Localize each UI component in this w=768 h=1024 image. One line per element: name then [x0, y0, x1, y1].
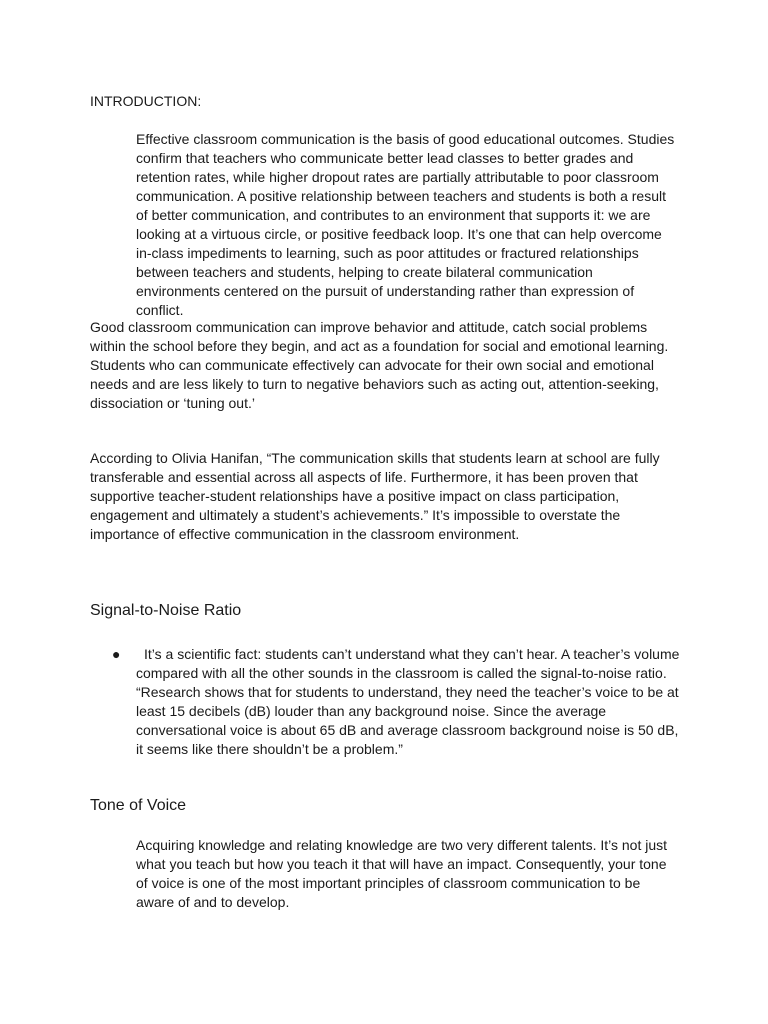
bullet-item-signal-to-noise: It’s a scientific fact: students can’t understand what they can’t hear. A teacher’s volume compared with all the other sounds in the classroom is called the signal-to-noise ratio. “Research shows that for students to understand, they need the teacher’s voice to be at least 15 decibels (dB) louder than any background noise. Since the average conversational voice is about 65 dB and average classroom background noise is 50 dB, it seems like there shouldn’t be a problem.” [136, 646, 680, 757]
bullet-icon: ● [112, 646, 121, 662]
intro-paragraph: Effective classroom communication is the basis of good educational outcomes. Studies confirm that teachers who communicate better lead classes to better grades and retention rates, while higher dropout rates are partially attributable to poor classroom communication. A positive relationship between teachers and students is both a result of better communication, and contributes to an environment that supports it: we are looking at a virtuous circle, or positive feedback loop. It’s one that can help overcome in-class impediments to learning, such as poor attitudes or fractured relationships between teachers and students, helping to create bilateral communication environments centered on the pursuit of understanding rather than expression of conflict. [136, 131, 675, 318]
paragraph-tone-of-voice: Acquiring knowledge and relating knowledge are two very different talents. It’s not just what you teach but how you teach it that will have an impact. Consequently, your tone of voice is one of the most important principles of classroom communication to be aware of and to develop. [136, 837, 668, 910]
paragraph-behavior: Good classroom communication can improve behavior and attitude, catch social problems within the school before they begin, and act as a foundation for social and emotional learning. Students who can communicate effectively can advocate for their own social and emotional needs and are less likely to turn to negative behaviors such as acting out, attention-seeking, dissociation or ‘tuning out.’ [90, 319, 669, 411]
section-heading-tone-of-voice: Tone of Voice [90, 797, 187, 814]
section-heading-signal-to-noise: Signal-to-Noise Ratio [90, 602, 242, 619]
paragraph-hanifan-quote: According to Olivia Hanifan, “The communication skills that students learn at school are fully transferable and essential across all aspects of life. Furthermore, it has been proven that supportive teacher-student relationships have a positive impact on class participation, engagement and ultimately a student’s achievements.” It’s impossible to overstate the importance of effective communication in the classroom environment. [90, 450, 660, 542]
intro-heading: INTRODUCTION: [90, 93, 202, 109]
